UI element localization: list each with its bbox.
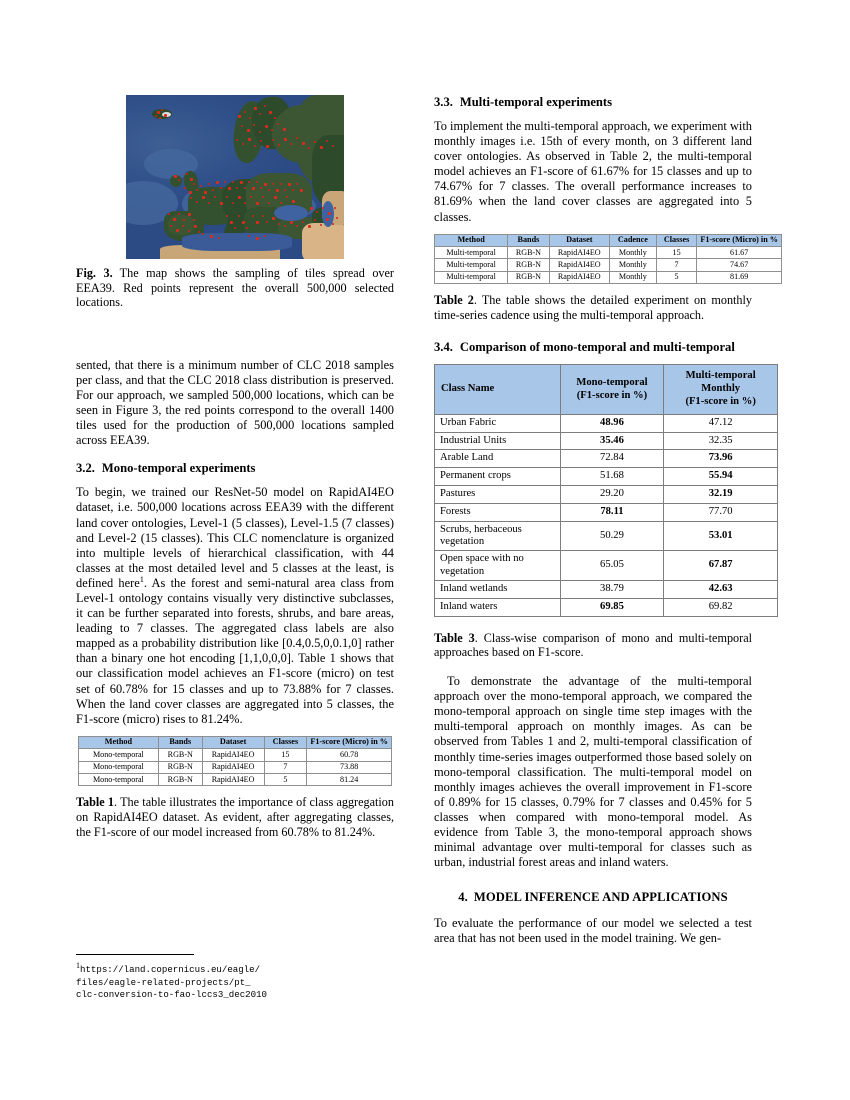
table-3-r7-multi: 67.87 xyxy=(664,551,778,581)
table-3-r3-mono: 51.68 xyxy=(560,468,664,486)
table-2-caption xyxy=(434,293,752,322)
table-2-r1-classes: 7 xyxy=(656,259,697,271)
table-1-caption-text: . The table illustrates the importance of class aggregation on RapidAI4EO dataset. As evident, after aggregating classes, the F1-score of our model increased from 60.78% to 81.24%. xyxy=(76,795,394,839)
table-2-r0-bands: RGB-N xyxy=(508,247,549,259)
table-2-col-f1: F1-score (Micro) in % xyxy=(697,234,782,246)
table-3 xyxy=(434,364,778,616)
table-1-r1-classes: 7 xyxy=(264,761,307,773)
table-1-r2-method: Mono-temporal xyxy=(79,774,159,786)
left-paragraph-1: sented, that there is a minimum number of CLC 2018 samples per class, and that the CLC 2018 class distribution is preserved. For our approach, we sampled 500,000 locations, which can be seen in Figure 3, the red points correspond to the overall 1400 tiles used for the production of 500,000 locations sampled across EEA39. xyxy=(76,357,394,448)
table-3-r7-mono: 65.05 xyxy=(560,551,664,581)
table-3-r3-multi: 55.94 xyxy=(664,468,778,486)
table-1-r1-method: Mono-temporal xyxy=(79,761,159,773)
figure-3-caption-text: The map shows the sampling of tiles spread over EEA39. Red points represent the overall 500,000 selected locations. xyxy=(76,266,394,310)
table-row xyxy=(435,414,778,432)
table-2-col-bands: Bands xyxy=(508,234,549,246)
table-1-r2-bands: RGB-N xyxy=(158,774,202,786)
figure-3-caption xyxy=(76,266,394,310)
section-3-2-paragraph-part-b: . As the forest and semi-natural area class from Level-1 ontology contains visually very distinctive subclasses, it can be further separated into forests, shrubs, and bare areas, leading to 7 classes. The aggregated class labels are also mapped as a probability distribution like [0.4,0.5,0,0.1,0] rather than a binary one hot encoding [1,1,0,0,0]. Table 1 shows that our classification model achieves an F1-score (micro) on test set of 60.78% for 15 classes and up to 73.88% for 7 classes. When the land cover classes are aggregated into 5 classes, the F1-score (micro) rises to 81.24%. xyxy=(76,575,394,726)
section-4-number: 4. xyxy=(458,890,468,905)
table-1-r0-classes: 15 xyxy=(264,749,307,761)
table-3-col-mono xyxy=(560,365,664,414)
table-row xyxy=(435,247,782,259)
table-row xyxy=(79,761,392,773)
table-3-col-mono-line2: (F1-score in %) xyxy=(576,389,648,401)
section-3-2-paragraph-part-a: To begin, we trained our ResNet-50 model on RapidAI4EO dataset, i.e. 500,000 locations across EEA39 with the different land cover ontologies, Level-1 (5 classes), Level-1.5 (7 classes) and Level-2 (15 classes). This CLC nomenclature is organized into multiple levels of hierarchical classification, with 44 classes at the most detailed level and 5 classes at the least, is defined here xyxy=(76,485,394,590)
section-heading-4 xyxy=(434,890,752,905)
section-4-title: MODEL INFERENCE AND APPLICATIONS xyxy=(473,890,728,905)
footnote-reference-1[interactable]: 1 xyxy=(139,574,144,584)
table-3-col-multi-line1: Multi-temporal Monthly xyxy=(685,370,756,395)
table-3-r9-mono: 69.85 xyxy=(560,599,664,617)
section-heading-3-3 xyxy=(434,95,752,110)
table-row xyxy=(435,503,778,521)
table-1-col-dataset: Dataset xyxy=(202,736,264,748)
table-2-r2-bands: RGB-N xyxy=(508,271,549,283)
table-1 xyxy=(78,736,392,787)
table-row xyxy=(435,599,778,617)
table-3-r0-multi: 47.12 xyxy=(664,414,778,432)
section-3-4-number: 3.4. xyxy=(434,340,453,355)
section-3-4-title: Comparison of mono-temporal and multi-temporal xyxy=(459,340,735,355)
table-3-header-row xyxy=(435,365,778,414)
table-1-r1-bands: RGB-N xyxy=(158,761,202,773)
table-1-r0-dataset: RapidAI4EO xyxy=(202,749,264,761)
table-3-r5-class: Forests xyxy=(435,503,561,521)
table-1-r0-bands: RGB-N xyxy=(158,749,202,761)
section-3-2-title: Mono-temporal experiments xyxy=(101,461,256,476)
table-1-r1-dataset: RapidAI4EO xyxy=(202,761,264,773)
figure-3-caption-label: Fig. 3. xyxy=(76,266,113,280)
table-3-r4-class: Pastures xyxy=(435,486,561,504)
table-1-col-classes: Classes xyxy=(264,736,307,748)
section-3-2-number: 3.2. xyxy=(76,461,95,476)
table-2-r2-dataset: RapidAI4EO xyxy=(549,271,609,283)
section-3-3-title: Multi-temporal experiments xyxy=(459,95,613,109)
footnote-url-line-2: files/eagle-related-projects/pt_ xyxy=(76,976,251,988)
table-3-caption-text: . Class-wise comparison of mono and multi-temporal approaches based on F1-score. xyxy=(434,630,752,660)
table-3-caption-label: Table 3 xyxy=(434,630,475,645)
table-2-r1-method: Multi-temporal xyxy=(435,259,508,271)
table-2-r1-f1: 74.67 xyxy=(697,259,782,271)
table-1-r2-classes: 5 xyxy=(264,774,307,786)
table-2-col-classes: Classes xyxy=(656,234,697,246)
table-2-r1-dataset: RapidAI4EO xyxy=(549,259,609,271)
table-2-r0-method: Multi-temporal xyxy=(435,247,508,259)
table-2 xyxy=(434,234,782,285)
section-3-2-paragraph xyxy=(76,485,394,727)
left-column xyxy=(76,95,394,839)
table-3-r8-class: Inland wetlands xyxy=(435,581,561,599)
table-row xyxy=(435,271,782,283)
table-1-caption xyxy=(76,795,394,839)
table-3-r2-class: Arable Land xyxy=(435,450,561,468)
table-1-r1-f1: 73.88 xyxy=(307,761,392,773)
table-3-r4-mono: 29.20 xyxy=(560,486,664,504)
table-3-col-mono-line1: Mono-temporal xyxy=(576,376,648,388)
section-heading-3-4 xyxy=(434,340,752,355)
table-3-r6-class: Scrubs, herbaceous vegetation xyxy=(435,521,561,551)
table-row xyxy=(79,774,392,786)
table-2-caption-text: . The table shows the detailed experiment on monthly time-series cadence using the multi-temporal approach. xyxy=(434,293,752,322)
footnote-url-line-3: clc-conversion-to-fao-lccs3_dec2010 xyxy=(76,989,267,1001)
figure-3 xyxy=(76,95,394,310)
table-2-r0-f1: 61.67 xyxy=(697,247,782,259)
table-row xyxy=(435,450,778,468)
table-2-r0-dataset: RapidAI4EO xyxy=(549,247,609,259)
table-3-r7-class: Open space with no vegetation xyxy=(435,551,561,581)
table-2-col-method: Method xyxy=(435,234,508,246)
section-heading-3-2 xyxy=(76,461,394,476)
table-3-caption xyxy=(434,631,752,660)
map-sampling-dots xyxy=(126,95,344,259)
table-3-col-multi-line2: (F1-score in %) xyxy=(685,396,756,408)
table-1-col-bands: Bands xyxy=(158,736,202,748)
table-3-r9-multi: 69.82 xyxy=(664,599,778,617)
europe-sampling-map-image xyxy=(126,95,344,259)
footnote-area xyxy=(76,954,394,1002)
section-3-3-paragraph: To implement the multi-temporal approach, we experiment with monthly images i.e. 15th of every month, on 3 different land cover ontologies. As observed in Table 2, the multi-temporal model achieves an F1-score of 61.67% for 15 classes and up to 74.67% for 7 classes. The overall performance increases to 81.69% when the land cover classes are aggregated into 5 classes. xyxy=(434,119,752,224)
table-1-caption-label: Table 1 xyxy=(76,795,115,810)
table-3-r1-class: Industrial Units xyxy=(435,432,561,450)
table-3-r1-multi: 32.35 xyxy=(664,432,778,450)
table-1-r2-dataset: RapidAI4EO xyxy=(202,774,264,786)
table-2-r1-cadence: Monthly xyxy=(609,259,656,271)
right-paragraph-after-table-3: To demonstrate the advantage of the multi-temporal approach over the mono-temporal approach, we compared the mono-temporal approach on single time step images with the multi-temporal approach on monthly images. As can be observed from Tables 1 and 2, multi-temporal classification of monthly time-series images outperformed those based solely on mono-temporal classification. The multi-temporal model on monthly images achieves the overall improvement in F1-score of 0.89% for 15 classes, 0.79% for 7 classes and 0.45% for 5 classes when compared with mono-temporal model. As evidence from Table 3, the mono-temporal approach shows minimal advantage over multi-temporal for classes such as urban, industrial forest areas and inland waters. xyxy=(434,674,752,870)
footnote-url-line-1: https://land.copernicus.eu/eagle/ xyxy=(80,964,261,976)
table-row xyxy=(79,749,392,761)
table-2-r2-f1: 81.69 xyxy=(697,271,782,283)
table-1-r2-f1: 81.24 xyxy=(307,774,392,786)
table-1-header-row xyxy=(79,736,392,748)
table-3-r9-class: Inland waters xyxy=(435,599,561,617)
table-2-header-row xyxy=(435,234,782,246)
table-1-col-f1: F1-score (Micro) in % xyxy=(307,736,392,748)
section-3-3-number: 3.3. xyxy=(434,95,453,109)
table-row xyxy=(435,486,778,504)
table-row xyxy=(435,432,778,450)
table-3-r5-multi: 77.70 xyxy=(664,503,778,521)
table-2-r0-cadence: Monthly xyxy=(609,247,656,259)
table-3-r4-multi: 32.19 xyxy=(664,486,778,504)
table-3-r2-mono: 72.84 xyxy=(560,450,664,468)
table-row xyxy=(435,259,782,271)
section-4-paragraph: To evaluate the performance of our model we selected a test area that has not been used in the model training. We gen- xyxy=(434,916,752,946)
table-row xyxy=(435,521,778,551)
table-2-caption-label: Table 2 xyxy=(434,293,474,308)
footnote-rule xyxy=(76,954,194,955)
table-3-r5-mono: 78.11 xyxy=(560,503,664,521)
table-row xyxy=(435,581,778,599)
table-3-r6-mono: 50.29 xyxy=(560,521,664,551)
table-row xyxy=(435,551,778,581)
footnote-marker: 1 xyxy=(76,961,80,970)
table-1-col-method: Method xyxy=(79,736,159,748)
table-3-r3-class: Permanent crops xyxy=(435,468,561,486)
table-3-r0-mono: 48.96 xyxy=(560,414,664,432)
table-row xyxy=(435,468,778,486)
table-3-col-multi xyxy=(664,365,778,414)
table-2-r2-classes: 5 xyxy=(656,271,697,283)
table-2-r2-method: Multi-temporal xyxy=(435,271,508,283)
table-1-r0-f1: 60.78 xyxy=(307,749,392,761)
table-2-r0-classes: 15 xyxy=(656,247,697,259)
table-2-col-cadence: Cadence xyxy=(609,234,656,246)
table-2-col-dataset: Dataset xyxy=(549,234,609,246)
table-2-r2-cadence: Monthly xyxy=(609,271,656,283)
table-3-r1-mono: 35.46 xyxy=(560,432,664,450)
table-3-r2-multi: 73.96 xyxy=(664,450,778,468)
table-3-r6-multi: 53.01 xyxy=(664,521,778,551)
table-3-r8-multi: 42.63 xyxy=(664,581,778,599)
table-3-r8-mono: 38.79 xyxy=(560,581,664,599)
table-2-r1-bands: RGB-N xyxy=(508,259,549,271)
table-1-r0-method: Mono-temporal xyxy=(79,749,159,761)
table-3-r0-class: Urban Fabric xyxy=(435,414,561,432)
footnote-1[interactable] xyxy=(76,960,394,1002)
right-column xyxy=(434,95,778,955)
table-3-col-class-name: Class Name xyxy=(435,365,561,414)
